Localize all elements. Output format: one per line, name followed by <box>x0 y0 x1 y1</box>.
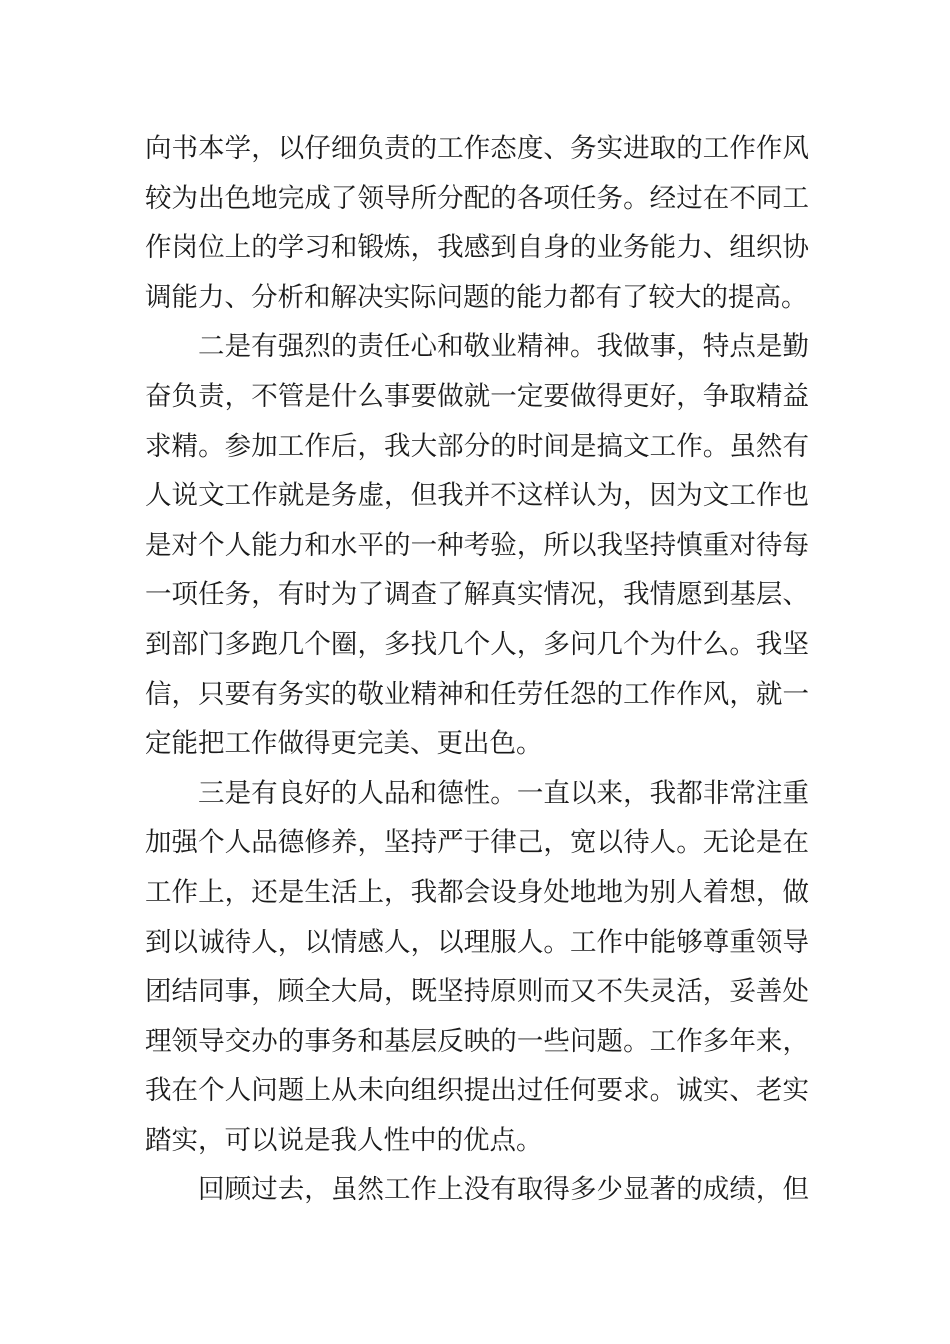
text-line: 是对个人能力和水平的一种考验，所以我坚持慎重对待每 <box>145 529 809 561</box>
text-line: 信，只要有务实的敬业精神和任劳任怨的工作作风，就一 <box>145 678 809 710</box>
text-line: 理领导交办的事务和基层反映的一些问题。工作多年来， <box>145 1025 809 1057</box>
text-line: 团结同事，顾全大局，既坚持原则而又不失灵活，妥善处 <box>145 976 809 1008</box>
text-line: 向书本学，以仔细负责的工作态度、务实进取的工作作风 <box>145 133 809 164</box>
text-line: 到部门多跑几个圈，多找几个人，多问几个为什么。我坚 <box>145 628 809 660</box>
body-text <box>145 124 809 1215</box>
text-line: 踏实，可以说是我人性中的优点。 <box>145 1124 543 1156</box>
text-line: 一项任务，有时为了调查了解真实情况，我情愿到基层、 <box>145 579 809 611</box>
text-line: 三是有良好的人品和德性。一直以来，我都非常注重 <box>198 777 809 809</box>
text-line: 定能把工作做得更完美、更出色。 <box>145 728 543 760</box>
text-line: 加强个人品德修养，坚持严于律己，宽以待人。无论是在 <box>145 827 809 859</box>
text-line: 回顾过去，虽然工作上没有取得多少显著的成绩，但 <box>198 1174 809 1206</box>
text-line: 我在个人问题上从未向组织提出过任何要求。诚实、老实 <box>145 1075 809 1107</box>
text-line: 奋负责，不管是什么事要做就一定要做得更好，争取精益 <box>145 380 809 412</box>
text-line: 调能力、分析和解决实际问题的能力都有了较大的提高。 <box>145 281 808 313</box>
text-line: 求精。参加工作后，我大部分的时间是搞文工作。虽然有 <box>145 430 809 462</box>
text-line: 较为出色地完成了领导所分配的各项任务。经过在不同工 <box>145 182 809 214</box>
text-line: 作岗位上的学习和锻炼，我感到自身的业务能力、组织协 <box>145 232 809 264</box>
text-line: 二是有强烈的责任心和敬业精神。我做事，特点是勤 <box>198 331 809 363</box>
text-line: 工作上，还是生活上，我都会设身处地地为别人着想，做 <box>145 876 809 908</box>
text-line: 到以诚待人，以情感人，以理服人。工作中能够尊重领导 <box>145 926 809 958</box>
text-line: 人说文工作就是务虚，但我并不这样认为，因为文工作也 <box>145 480 809 512</box>
